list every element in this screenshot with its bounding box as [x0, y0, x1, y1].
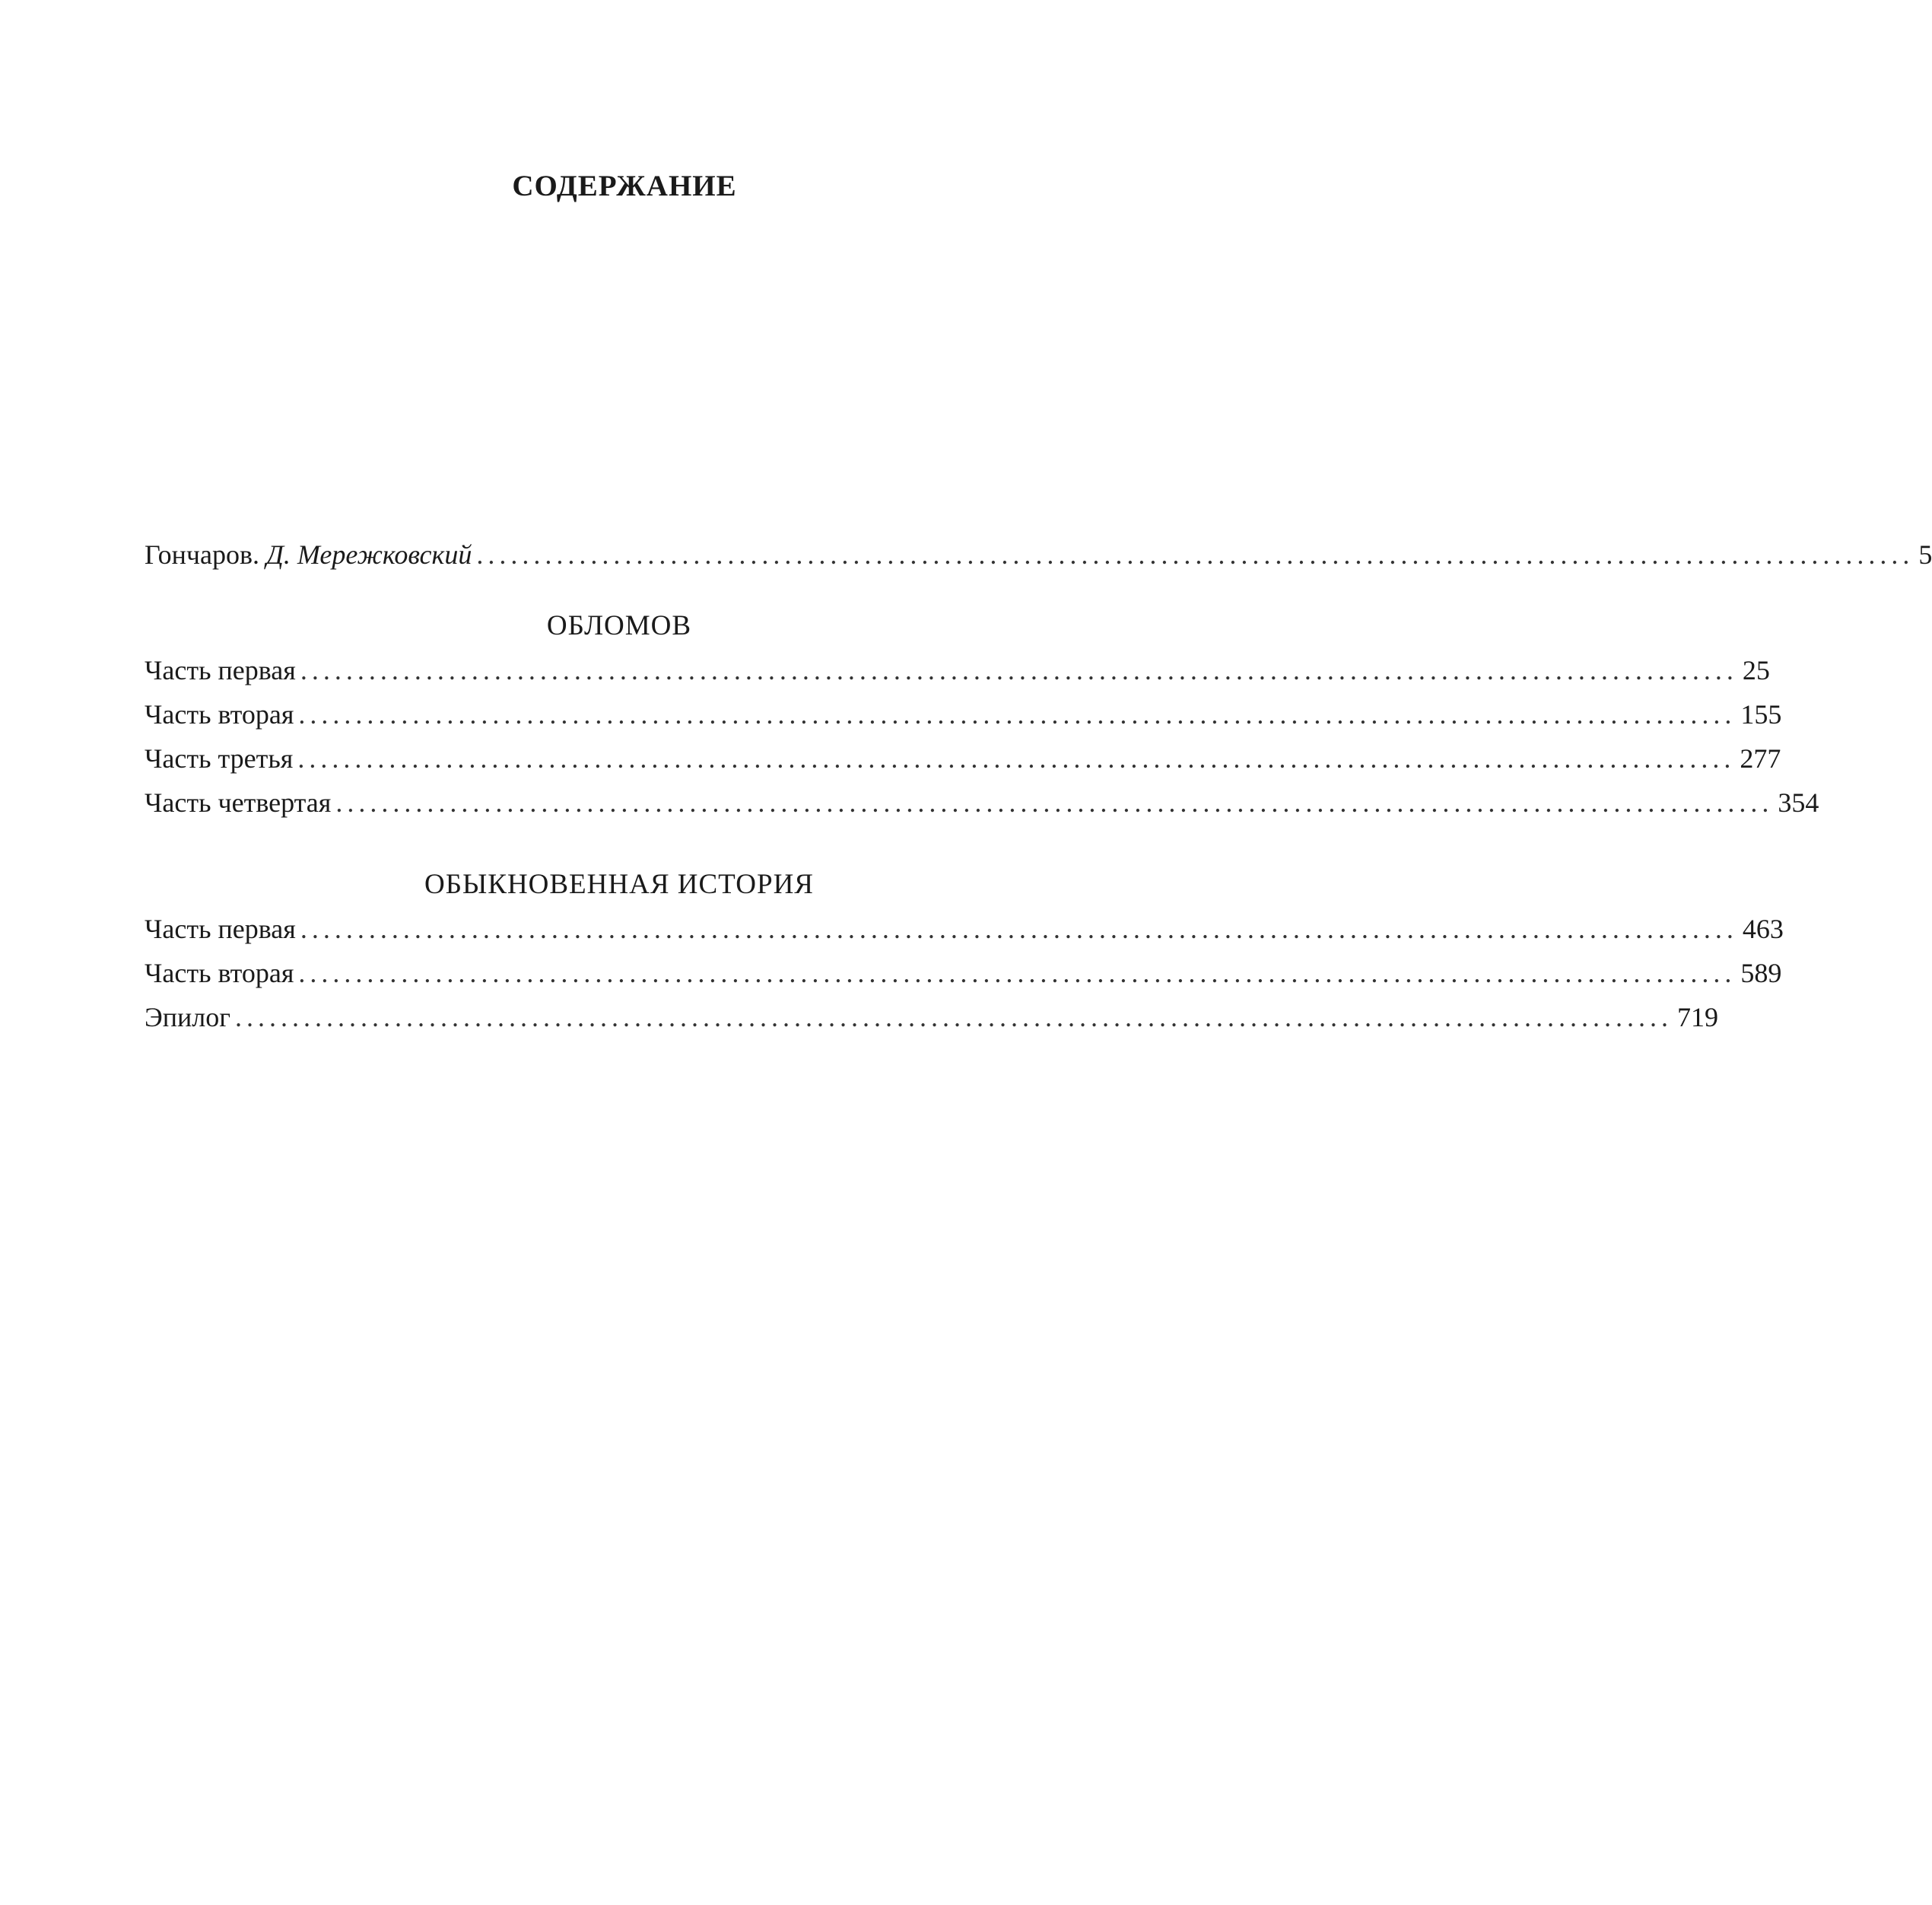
table-of-contents: [145, 533, 1932, 1039]
dot-leader: ..............................................................................................................................: [298, 699, 1737, 730]
toc-entry-label: Часть первая: [145, 655, 296, 685]
toc-entry[interactable]: [145, 781, 1819, 825]
toc-entry[interactable]: [145, 736, 1781, 781]
dot-leader: ..............................................................................................................................: [300, 914, 1738, 944]
toc-entry-label: Часть третья: [145, 743, 294, 774]
toc-entry[interactable]: [145, 692, 1782, 736]
toc-entry-page: 277: [1740, 743, 1781, 774]
section-heading-oblomov: ОБЛОМОВ: [546, 610, 692, 641]
dot-leader: ..............................................................................................................................: [335, 787, 1774, 818]
toc-entry-page: 589: [1740, 958, 1782, 988]
toc-entry-page: 463: [1742, 914, 1784, 944]
section-heading-ordinary-story: ОБЫКНОВЕННАЯ ИСТОРИЯ: [424, 869, 814, 900]
dot-leader: ..............................................................................................................................: [476, 539, 1915, 570]
toc-entry[interactable]: [145, 951, 1782, 995]
toc-entry-page: 354: [1778, 787, 1819, 818]
toc-entry-page: 25: [1742, 655, 1770, 685]
toc-entry-author: Д. Мережковский: [266, 539, 472, 570]
page-title: СОДЕРЖАНИЕ: [512, 170, 737, 202]
toc-entry[interactable]: [145, 907, 1784, 951]
toc-entry-label: Часть первая: [145, 914, 296, 944]
toc-entry-page: 155: [1740, 699, 1782, 730]
toc-entry-label: Эпилог: [145, 1002, 231, 1032]
dot-leader: ..............................................................................................................................: [300, 655, 1738, 685]
toc-entry-label: Часть вторая: [145, 699, 294, 730]
toc-entry[interactable]: [145, 995, 1719, 1039]
toc-entry-label: Гончаров. Д. Мережковский: [145, 539, 472, 570]
toc-entry-label: Часть вторая: [145, 958, 294, 988]
toc-entry-label: Часть четвертая: [145, 787, 332, 818]
dot-leader: ..............................................................................................................................: [235, 1002, 1673, 1032]
dot-leader: ..............................................................................................................................: [298, 958, 1737, 988]
toc-entry[interactable]: [145, 648, 1770, 692]
toc-entry-intro[interactable]: [145, 533, 1932, 577]
dot-leader: ..............................................................................................................................: [297, 743, 1736, 774]
toc-entry-page: 719: [1677, 1002, 1719, 1032]
toc-entry-page: 5: [1918, 539, 1932, 570]
